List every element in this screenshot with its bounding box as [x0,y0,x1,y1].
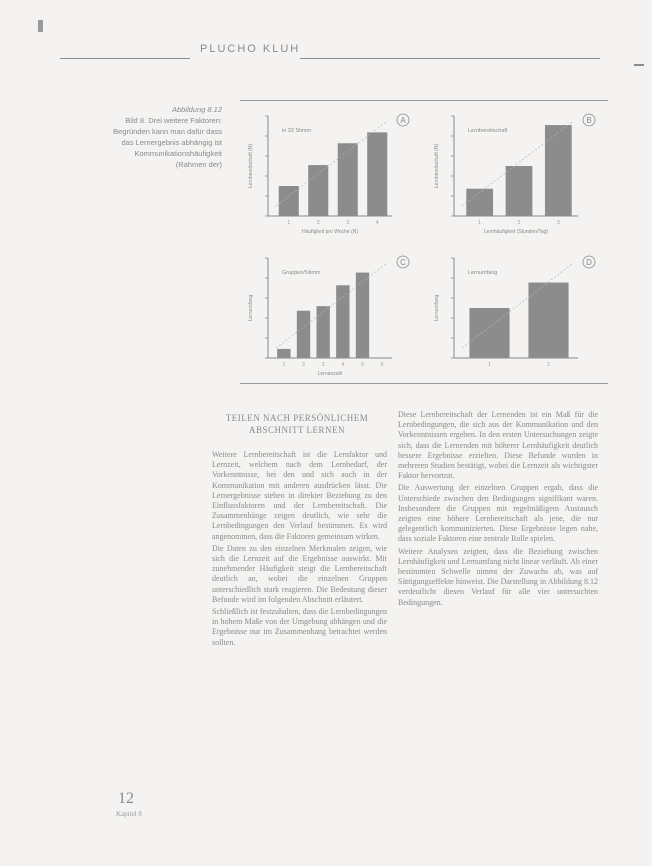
paragraph: Schließlich ist festzuhalten, dass die Lernbedingungen in hohem Maße von der Umgebung abhängen und die Ergebnisse nur im Zusammenhang betrachtet werden sollten. [212,607,387,647]
left-column [212,450,387,850]
paragraph: Diese Lernbereitschaft der Lernenden ist ein Maß für die Lernbedingungen, die sich aus der Kommunikation und den Vorkenntnissen ergeben. In den ersten Untersuchungen zeigte sich, dass die Lernenden mit höherer Lernhäufigkeit deutlich bessere Ergebnisse erzielten. Diese Befunde wurden in mehreren Studien bestätigt, wobei die Lernzeit als wichtigster Faktor hervortrat. [398,410,598,481]
legend-label: Lernbereitschaft [468,128,508,134]
figure-bottom-rule [240,383,608,384]
x-axis-label: Lernanzahl [317,371,343,377]
figure-top-rule [240,100,608,101]
paragraph: Weitere Analysen zeigten, dass die Beziehung zwischen Lernhäufigkeit und Lernumfang nicht linear verläuft. Ab einer bestimmten Schwelle nimmt der Zuwachs ab, was auf Sättigungseffekte hinweist. Die Darstellung in Abbildung 8.12 verdeutlicht diesen Verlauf für alle vier untersuchten Bedingungen. [398,546,598,607]
x-tick-label: 1 [287,220,291,226]
paragraph: Die Auswertung der einzelnen Gruppen ergab, dass die Unterschiede zwischen den Bedingungen signifikant waren. Insbesondere die Gruppen mit regelmäßigem Austausch zeigten eine höhere Lernbereitschaft als jene, die nur gelegentlich kommunizierten. Diese Ergebnisse legen nahe, dass soziale Faktoren eine zentrale Rolle spielen. [398,483,598,544]
corner-mark [38,20,43,32]
bar [367,132,387,216]
bar [308,165,328,216]
x-tick-label: 4 [375,220,379,226]
paragraph: Weitere Lernbereitschaft ist die Lernfaktor und Lernzeit, welchem nach dem Lernbedarf, der Vorkenntnisse, bei den und sich auch in der Kommunikation mit anderen ausdrücken lässt. Die Lernergebnisse stehen in direkter Beziehung zu den Einflussfaktoren und der Lernbereitschaft. Die Zusammenhänge zeigen deutlich, wie sehr die Lernbedingungen den Verlauf bestimmen. Es wird angenommen, dass die Faktoren gemeinsam wirken. [212,450,387,541]
chart-panel-a [242,104,417,239]
bar [277,349,290,358]
x-tick-label: 3 [556,220,560,226]
page-footnote: Kapitel 8 [116,810,142,818]
bar [336,285,349,358]
bar [297,311,310,358]
section-title-line2: ABSCHNITT LERNEN [248,425,346,435]
bar [466,189,493,216]
chart-panel-c [242,246,417,381]
figure-caption [92,104,222,170]
section-title-line1: TEILEN NACH PERSÖNLICHEM [225,413,369,423]
bar [316,306,329,358]
x-tick-label: 1 [282,362,286,368]
header-rule-right [300,58,600,59]
y-axis-label: Lernbereitschaft (N) [434,143,440,189]
x-tick-label: 2 [517,220,521,226]
header-rule-left [60,58,190,59]
legend-label: Gruppen/Stimm [282,270,321,276]
x-tick-label: 2 [547,362,550,368]
bar [545,125,572,216]
legend-label: Lernumfang [468,270,498,276]
panel-label: A [400,116,406,125]
bar [528,283,568,358]
page-number: 12 [118,790,134,807]
bar [469,308,509,358]
panel-label: D [586,258,592,267]
bar [338,143,358,216]
caption-line: Kommunikationshäufigkeit [134,149,222,158]
caption-line: Abbildung 8.12 [171,105,222,114]
caption-line: Bild 8. Drei weitere Faktoren: [125,116,222,125]
bar [356,273,369,358]
panel-label: C [400,258,406,267]
bar [506,166,533,216]
legend-label: in 32 Stimm [282,128,312,134]
x-axis-label: Lernhäufigkeit (Stunden/Tag) [483,229,549,235]
y-axis-label: Lernbereitschaft (N) [248,143,254,189]
chart-svg-d [428,246,603,381]
y-axis-label: Lernumfang [434,294,440,322]
section-title [212,412,382,436]
chart-panel-d [428,246,603,381]
right-column [398,410,598,855]
caption-line: das Lernergebnis abhängig ist [121,138,222,147]
x-tick-label: 2 [316,220,320,226]
x-tick-label: 1 [478,220,482,226]
caption-line: Begründen kann man dafür dass [113,127,222,136]
x-tick-label: 6 [380,362,384,368]
x-tick-label: 3 [321,362,325,368]
trend-line [276,264,386,348]
y-axis-label: Lernumfang [248,294,254,322]
x-tick-label: 2 [302,362,305,368]
x-tick-label: 3 [346,220,350,226]
panel-label: B [586,116,592,125]
chart-svg-c [242,246,417,381]
chart-svg-a [242,104,417,239]
chart-panel-b [428,104,603,239]
edge-mark [634,64,644,66]
x-tick-label: 4 [341,362,345,368]
x-tick-label: 5 [361,362,364,368]
x-axis-label: Häufigkeit pro Woche (N) [301,229,359,235]
running-title: PLUCHO KLUH [200,43,301,55]
paragraph: Die Daten zu den einzelnen Merkmalen zeigen, wie sich die Lernzeit auf die Ergebnisse auswirkt. Mit zunehmender Häufigkeit steigt die Lernbereitschaft deutlich an, wobei die einzelnen Gruppen unterschiedlich stark reagieren. Die Bedeutung dieser Befunde wird im folgenden Abschnitt erläutert. [212,543,387,604]
caption-line: (Rahmen der) [175,160,222,169]
x-tick-label: 1 [488,362,491,368]
chart-svg-b [428,104,603,239]
